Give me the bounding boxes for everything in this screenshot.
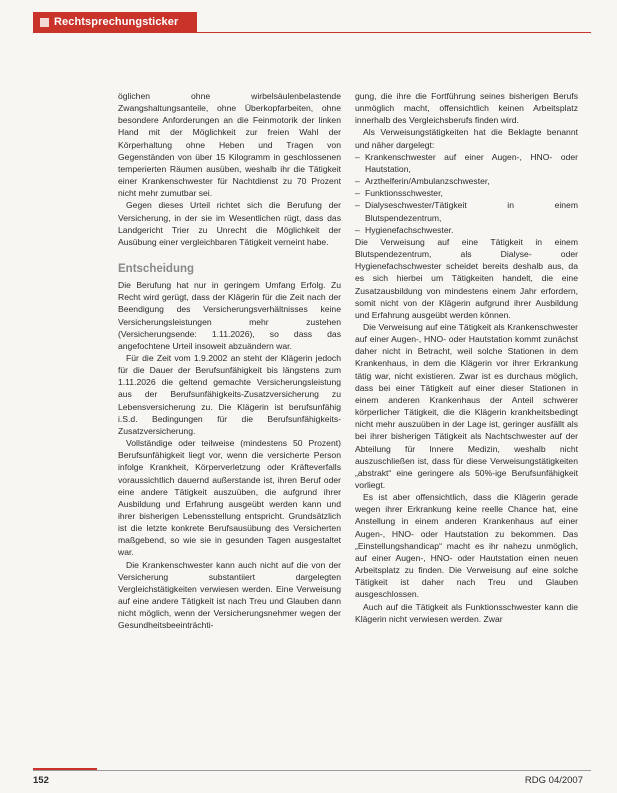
right-column	[355, 90, 578, 625]
section-label: Rechtsprechungsticker	[54, 16, 179, 28]
paragraph: Gegen dieses Urteil richtet sich die Berufung der Versicherung, in der sie im Wesentlichen rügt, dass das Landgericht Trier zu Unrecht die Möglichkeit der Ausübung einer vergleichbaren Tätigkeit verneint habe.	[118, 200, 341, 247]
paragraph: Als Verweisungstätigkeiten hat die Beklagte benannt und näher dargelegt:	[355, 127, 578, 150]
paragraph: öglichen ohne wirbelsäulenbelastende Zwangshaltungsanteile, ohne Überkopfarbeiten, ohne besondere Anforderungen an die Feinmotorik der linken Hand mit der Möglichkeit zur freien Wahl der Körperhaltung ohne Heben und Tragen von Gegenständen von über 15 Kilogramm in geschlossenen temperierten Räumen ausüben, weshalb ihr die Tätigkeit einer Krankenschwester für Nachtdienst zu 70 Prozent nicht mehr zumutbar sei.	[118, 91, 341, 199]
list-item: – Funktionsschwester,	[355, 187, 578, 199]
paragraph: Es ist aber offensichtlich, dass die Klägerin gerade wegen ihrer Erkrankung keine reelle Chance hat, eine Anstellung in einem anderen Krankenhaus auf einer Augen-, HNO- oder Hautstation zu bekommen. Das „Einstellungshandicap“ macht es ihr nahezu unmöglich, auf einer Augen-, HNO- oder Hautstation einen neuen Arbeitsplatz zu finden. Die Verweisung auf eine solche Tätigkeit ist daher nach Treu und Glauben ausgeschlossen.	[355, 492, 578, 600]
list-item: – Dialyseschwester/Tätigkeit in einem Blutspendezentrum,	[355, 199, 578, 223]
issue-label: RDG 04/2007	[524, 775, 583, 786]
verweisung-list	[355, 151, 578, 236]
paragraph: Die Berufung hat nur in geringem Umfang Erfolg. Zu Recht wird gerügt, dass der Klägerin für die Zeit nach der Beendigung des Versicherungsverhältnisses keine Versicherungsleistungen mehr zustehen (Versicherungsende: 1.11.2026), so dass das angefochtene Urteil insoweit abzuändern war.	[118, 280, 341, 351]
paragraph: Für die Zeit vom 1.9.2002 an steht der Klägerin jedoch für die Dauer der Berufsunfähigkeit bis längstens zum 1.11.2026 die geltend gemachte Versicherungsleistung aus der Berufsunfähigkeits-Zusatzversicherung zu Lebensversicherung zu. Die Klägerin ist berufsunfähig i.S.d. Bedingungen für die Berufsunfähigkeits-Zusatzversicherung.	[118, 352, 341, 436]
left-column	[118, 90, 341, 632]
header-rule	[33, 32, 591, 33]
list-item: – Krankenschwester auf einer Augen-, HNO- oder Hautstation,	[355, 151, 578, 175]
header-square-icon	[40, 18, 49, 27]
list-item: – Arzthelferin/Ambulanzschwester,	[355, 175, 578, 187]
paragraph: Die Verweisung auf eine Tätigkeit als Krankenschwester auf einer Augen-, HNO- oder Hautstation kommt zunächst daher nicht in Betracht, weil solche Stationen in dem Krankenhaus, in dem die Klägerin vor ihrer Erkrankung tätig war, nicht existieren. Zwar ist es durchaus möglich, dass bei einer Tätigkeit auf einer dieser Stationen in einem anderen Krankenhaus der Anteil schwerer körperlicher Tätigkeit, die die Klägerin krankheitsbedingt nicht mehr auszuüben in der Lage ist, geringer ausfällt als bei ihrer bisherigen Tätigkeit als Nachtschwester auf der Abteilung für Innere Medizin, weshalb nicht auszuschließen ist, dass für diese Verweisungstätigkeiten „abstrakt“ eine geringere als 50%-ige Berufsunfähigkeit vorliegt.	[355, 321, 578, 490]
section-header	[33, 12, 197, 32]
footer-rule	[33, 770, 591, 771]
page-number: 152	[33, 775, 49, 786]
section-heading: Entscheidung	[118, 263, 195, 276]
paragraph: Vollständige oder teilweise (mindestens 50 Prozent) Berufsunfähigkeit liegt vor, wenn die versicherte Person infolge Krankheit, Körperverletzung oder Kräfteverfalls voraussichtlich dauernd außerstande ist, ihren Beruf oder eine andere Tätigkeit auszuüben, die aufgrund ihrer Ausbildung und Erfahrung ausgeübt werden kann und ihrer bisherigen Lebensstellung entspricht. Grundsätzlich ist die letzte konkrete Berufsausübung des Versicherten maßgebend, so wie sie in gesunden Tagen ausgestaltet war.	[118, 438, 341, 558]
paragraph: Auch auf die Tätigkeit als Funktionsschwester kann die Klägerin nicht verwiesen werden. Zwar	[355, 601, 578, 624]
paragraph: gung, die ihre die Fortführung seines bisherigen Berufs unmöglich macht, offensichtlich keinen Arbeitsplatz innerhalb des Vergleichsberufs finden wird.	[355, 91, 578, 126]
list-item: – Hygienefachschwester.	[355, 224, 578, 236]
paragraph: Die Verweisung auf eine Tätigkeit in einem Blutspendezentrum, als Dialyse- oder Hygienefachschwester scheidet bereits deshalb aus, da es sich hierbei um Tätigkeiten handelt, die eine Zusatzausbildung von mindestens einem Jahr erfordern, somit nicht von der Klägerin aufgrund ihrer Ausbildung und Erfahrung ausgeübt werden können.	[355, 236, 578, 320]
paragraph: Die Krankenschwester kann auch nicht auf die von der Versicherung substantiiert dargelegten Vergleichstätigkeiten verwiesen werden. Eine Verweisung auf eine andere Tätigkeit ist nach Treu und Glauben dann nicht möglich, wenn der Versicherungsnehmer wegen der Gesundheitsbeeinträchti-	[118, 559, 341, 631]
